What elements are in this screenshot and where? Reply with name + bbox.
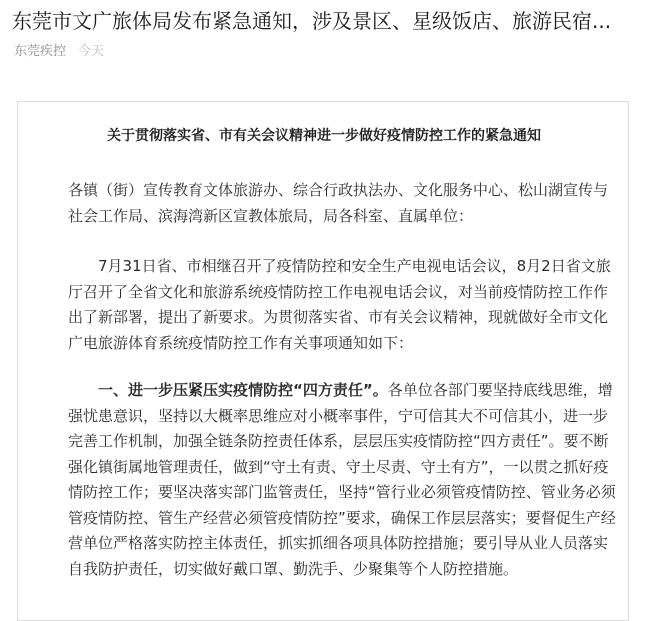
section-1-body: 各单位各部门要坚持底线思维，增强忧患意识，坚持以大概率思维应对小概率事件，宁可信其大不可信其小，进一步完善工作机制，加强全链条防控责任体系，层层压实疫情防控“四方责任”。要不断强化镇街属地管理责任，做到“守土有责、守土尽责、守土有方”，一以贯之抓好疫情防控工作；要坚决落实部门监管责任，坚持“管行业必须管疫情防控、管业务必须管疫情防控、管生产经营必须管疫情防控”要求，确保工作层层落实；要督促生产经营单位严格落实防控主体责任，抓实抓细各项具体防控措施；要引导从业人员落实自我防护责任，切实做好戴口罩、勤洗手、少聚集等个人防控措施。 — [68, 381, 616, 578]
notice-title: 关于贯彻落实省、市有关会议精神进一步做好疫情防控工作的紧急通知 — [107, 128, 541, 144]
notice-recipients: 各镇（街）宣传教育文体旅游办、综合行政执法办、文化服务中心、松山湖宣传与社会工作局、滨海湾新区宣教体旅局，局各科室、直属单位： — [68, 181, 609, 225]
article-meta — [14, 43, 104, 61]
notice-content-box — [17, 101, 629, 621]
article-source[interactable]: 东莞疾控 — [14, 44, 67, 59]
article-time: 今天 — [78, 44, 105, 59]
notice-intro-paragraph: 7月31日省、市相继召开了疫情防控和安全生产电视电话会议，8月2日省文旅厅召开了全省文化和旅游系统疫情防控工作电视电话会议，对当前疫情防控工作作出了新部署，提出了新要求。为贯彻落实省、市有关会议精神，现就做好全市文化广电旅游体育系统疫情防控工作有关事项通知如下： — [68, 257, 611, 352]
section-1-heading: 一、进一步压紧压实疫情防控“四方责任”。 — [98, 381, 388, 399]
notice-section-1 — [68, 378, 616, 582]
article-headline[interactable]: 东莞市文广旅体局发布紧急通知，涉及景区、星级饭店、旅游民宿... — [12, 9, 612, 33]
